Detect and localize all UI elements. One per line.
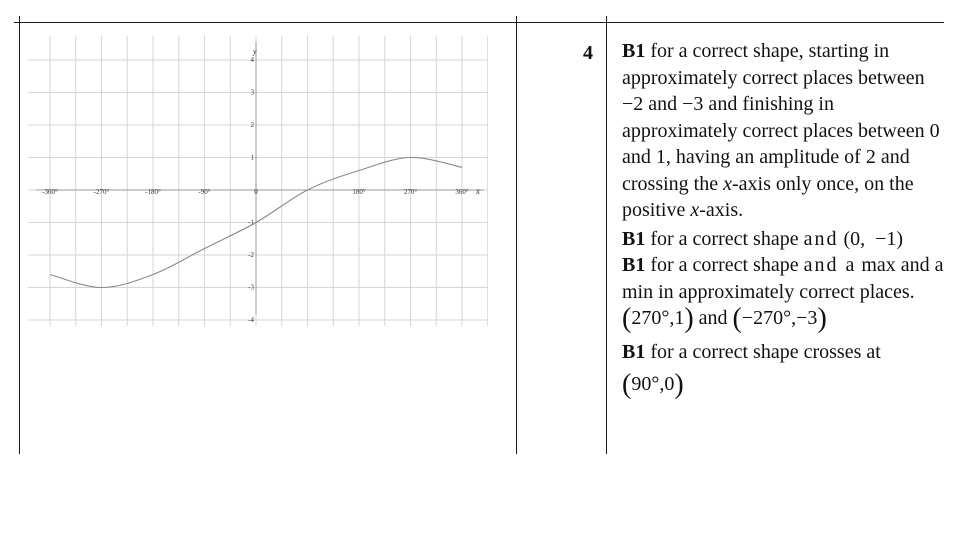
y-axis-label: y bbox=[253, 47, 257, 56]
x-tick-label: -90° bbox=[198, 188, 211, 196]
x-tick-labels bbox=[42, 188, 469, 196]
x-tick-label: -360° bbox=[42, 188, 58, 196]
y-tick-label: 3 bbox=[250, 88, 254, 97]
mark-code: B1 bbox=[622, 40, 646, 62]
criterion-text: for a correct shape bbox=[645, 254, 804, 276]
axes bbox=[36, 42, 484, 314]
criterion-4 bbox=[622, 339, 944, 366]
grid-lines bbox=[28, 36, 488, 326]
criterion-2 bbox=[622, 226, 944, 253]
x-tick-label: 360° bbox=[455, 188, 469, 196]
coordinate: (0, −1) bbox=[843, 227, 904, 250]
y-tick-label: 1 bbox=[250, 153, 254, 162]
criterion-text: -axis only once, on the positive bbox=[622, 172, 914, 221]
mark-code: B1 bbox=[622, 340, 646, 363]
x-axis-label: x bbox=[476, 186, 480, 196]
and-word: and bbox=[803, 227, 839, 250]
coordinate: −270°,−3 bbox=[741, 307, 818, 329]
x-tick-label: -180° bbox=[145, 188, 161, 196]
criterion-1 bbox=[622, 38, 944, 224]
mark-scheme bbox=[622, 38, 944, 399]
x-tick-label: 0 bbox=[254, 188, 258, 196]
table-divider-2 bbox=[606, 16, 607, 454]
criterion-text: for a correct shape bbox=[645, 227, 804, 250]
sine-graph bbox=[28, 30, 488, 330]
y-tick-label: -4 bbox=[248, 316, 254, 324]
and-a-word: and a bbox=[803, 254, 857, 276]
table-top-border bbox=[14, 22, 944, 23]
x-tick-label: 270° bbox=[403, 188, 418, 196]
criterion-text: max and a min in approximately correct places. bbox=[622, 254, 944, 303]
table-left-border bbox=[19, 16, 20, 454]
coordinate: 270°,1 bbox=[631, 307, 685, 329]
mark-code: B1 bbox=[622, 227, 646, 250]
criterion-text: -axis. bbox=[699, 199, 744, 221]
variable: x bbox=[723, 172, 732, 195]
criterion-3 bbox=[622, 252, 944, 333]
criterion-text: for a correct shape crosses at bbox=[645, 340, 881, 363]
left-paren: ( bbox=[622, 369, 632, 400]
y-tick-label: 2 bbox=[250, 121, 254, 129]
table-divider-1 bbox=[516, 16, 517, 454]
coordinate: 90°,0 bbox=[631, 373, 675, 395]
x-tick-label: 180° bbox=[352, 188, 366, 196]
and-word: and bbox=[693, 307, 733, 329]
mark-code: B1 bbox=[622, 254, 646, 276]
y-tick-label: 4 bbox=[250, 56, 254, 64]
right-paren: ) bbox=[684, 303, 694, 334]
left-paren: ( bbox=[622, 303, 632, 334]
y-tick-label: -2 bbox=[248, 251, 254, 259]
left-paren: ( bbox=[732, 303, 742, 334]
criterion-text: for a correct shape, starting in approximately correct places between −2 and −3 and finishing in approximately correct places between 0 and 1, having an amplitude of 2 and crossing the bbox=[622, 40, 940, 195]
right-paren: ) bbox=[674, 369, 684, 400]
y-tick-label: -1 bbox=[248, 218, 254, 227]
question-number: 4 bbox=[583, 42, 593, 64]
x-tick-label: -270° bbox=[93, 188, 110, 196]
variable: x bbox=[690, 199, 700, 221]
right-paren: ) bbox=[817, 303, 827, 334]
criterion-4-coordinate bbox=[622, 371, 944, 399]
y-tick-label: -3 bbox=[248, 283, 254, 292]
